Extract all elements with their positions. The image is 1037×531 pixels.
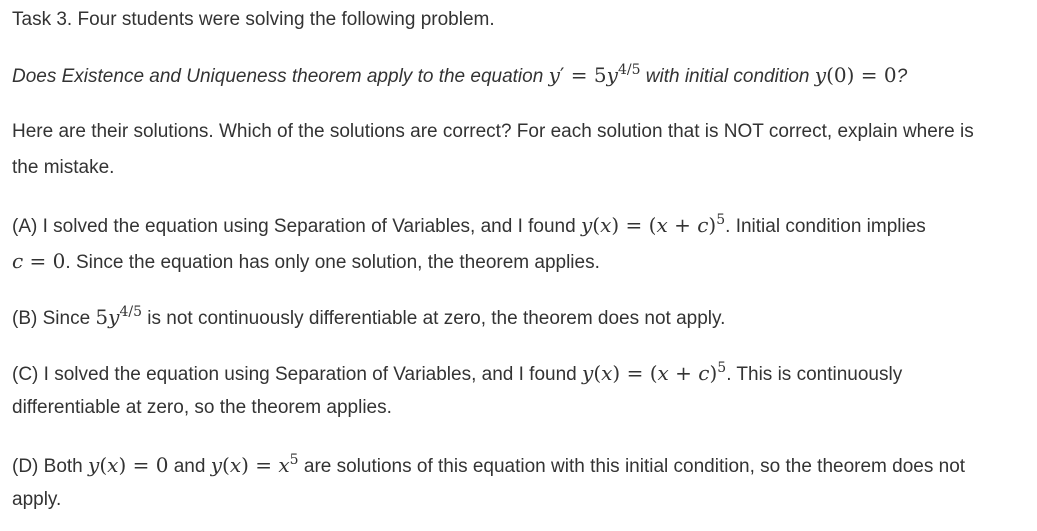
solution-d-conclusion: apply. [12, 489, 62, 510]
solution-c-text: (C) I solved the equation using Separation of Variables, and I found [12, 364, 577, 385]
solution-d-text-1: (D) Both [12, 456, 83, 477]
problem-text-after: ? [896, 66, 908, 87]
solution-d-text-2: and [173, 456, 206, 477]
intro-line-1 [12, 121, 974, 143]
solution-b-line [12, 305, 725, 330]
solution-a-conclusion: . Since the equation has only one solution, the theorem applies. [65, 252, 600, 273]
solution-c-conclusion: differentiable at zero, so the theorem applies. [12, 397, 392, 418]
solution-c-after: . This is continuously [726, 364, 903, 385]
intro-line-2 [12, 157, 114, 179]
solution-a-constant: c = 0 [12, 249, 66, 273]
solution-c-line-2 [12, 397, 392, 419]
solution-a-line-1 [12, 213, 926, 238]
solution-a-text: (A) I solved the equation using Separation of Variables, and I found [12, 216, 576, 237]
solution-d-text-3: are solutions of this equation with this initial condition, so the theorem does not [303, 456, 966, 477]
solution-d-line-1 [12, 453, 965, 478]
solution-d-equation-1: y(x) = 0 [88, 453, 169, 477]
problem-equation: $y' = 5y^{4/5}$ [548, 62, 641, 87]
solution-c-equation: $y(x) = (x + c)^5$ [582, 360, 727, 385]
solution-b-text-after: is not continuously differentiable at zero, the theorem does not apply. [147, 308, 726, 329]
problem-initial-condition: y(0) = 0 [814, 63, 897, 87]
solution-b-text-before: (B) Since [12, 308, 91, 329]
solution-a-equation: $y(x) = (x + c)^5$ [580, 212, 726, 237]
solution-d-line-2 [12, 489, 61, 511]
solution-b-expression: $5y^{4/5}$ [95, 304, 142, 329]
intro-text-2: the mistake. [12, 157, 115, 178]
task-title [12, 9, 495, 31]
solution-a-line-2 [12, 249, 600, 274]
solution-c-line-1 [12, 361, 902, 386]
problem-statement [12, 63, 907, 88]
task-title-text: Task 3. Four students were solving the following problem. [12, 9, 495, 30]
problem-text-before: Does Existence and Uniqueness theorem apply to the equation [12, 66, 544, 87]
intro-text-1: Here are their solutions. Which of the solutions are correct? For each solution that is NOT correct, explain where is [12, 121, 974, 142]
solution-a-after: . Initial condition implies [725, 216, 926, 237]
solution-d-equation-2: $y(x) = x^5$ [210, 452, 299, 477]
problem-text-middle: with initial condition [645, 66, 810, 87]
